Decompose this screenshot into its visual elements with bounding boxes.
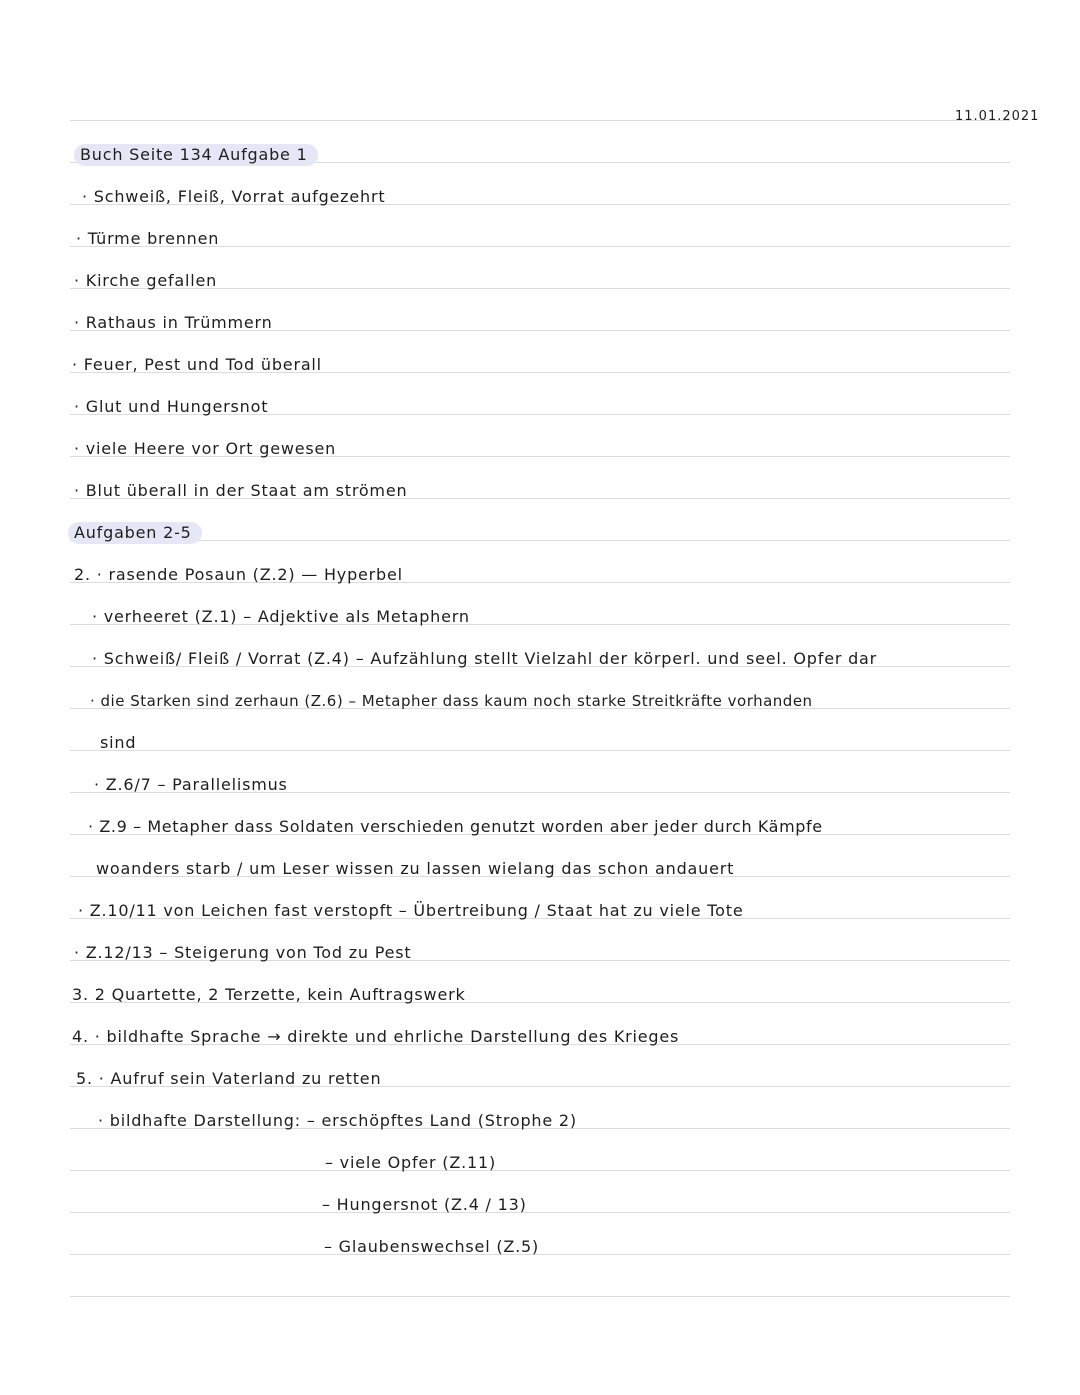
note-line: woanders starb / um Leser wissen zu lassen wielang das schon andauert <box>96 859 735 878</box>
list-item: · Rathaus in Trümmern <box>74 313 273 332</box>
ruled-line <box>70 1170 1010 1171</box>
page-date: 11.01.2021 <box>955 109 1040 124</box>
note-line: · Z.12/13 – Steigerung von Tod zu Pest <box>74 943 412 962</box>
note-line: · Z.6/7 – Parallelismus <box>94 775 288 794</box>
list-item: · viele Heere vor Ort gewesen <box>74 439 337 458</box>
ruled-line <box>70 750 1010 751</box>
note-line: sind <box>100 733 137 752</box>
list-item: · Kirche gefallen <box>74 271 218 290</box>
list-item: · Blut überall in der Staat am strömen <box>74 481 408 500</box>
list-item: · Schweiß, Fleiß, Vorrat aufgezehrt <box>82 187 386 206</box>
note-line: · die Starken sind zerhaun (Z.6) – Metapher dass kaum noch starke Streitkräfte vorhanden <box>90 692 813 710</box>
note-line: 3. 2 Quartette, 2 Terzette, kein Auftragswerk <box>72 985 466 1004</box>
section-heading-aufgaben-2-5: Aufgaben 2-5 <box>68 522 202 544</box>
note-line: – viele Opfer (Z.11) <box>325 1153 496 1172</box>
list-item: · Feuer, Pest und Tod überall <box>72 355 322 374</box>
note-line: · Schweiß/ Fleiß / Vorrat (Z.4) – Aufzählung stellt Vielzahl der körperl. und seel. Opfer dar <box>92 649 878 668</box>
list-item: · Türme brennen <box>76 229 220 248</box>
note-line: · verheeret (Z.1) – Adjektive als Metaphern <box>92 607 470 626</box>
note-line: 5. · Aufruf sein Vaterland zu retten <box>76 1069 382 1088</box>
list-item: · Glut und Hungersnot <box>74 397 269 416</box>
ruled-line <box>70 1296 1010 1297</box>
note-line: · Z.10/11 von Leichen fast verstopft – Übertreibung / Staat hat zu viele Tote <box>78 901 744 920</box>
note-line: · bildhafte Darstellung: – erschöpftes Land (Strophe 2) <box>98 1111 577 1130</box>
ruled-line <box>70 1254 1010 1255</box>
ruled-line <box>70 1212 1010 1213</box>
note-line: 2. · rasende Posaun (Z.2) — Hyperbel <box>74 565 403 584</box>
note-line: · Z.9 – Metapher dass Soldaten verschieden genutzt worden aber jeder durch Kämpfe <box>88 817 823 836</box>
note-line: – Hungersnot (Z.4 / 13) <box>322 1195 527 1214</box>
note-line: – Glaubenswechsel (Z.5) <box>324 1237 540 1256</box>
ruled-line <box>70 540 1010 541</box>
section-heading-aufgabe-1: Buch Seite 134 Aufgabe 1 <box>74 144 318 166</box>
ruled-line <box>70 120 1010 121</box>
note-line: 4. · bildhafte Sprache → direkte und ehrliche Darstellung des Krieges <box>72 1027 680 1046</box>
